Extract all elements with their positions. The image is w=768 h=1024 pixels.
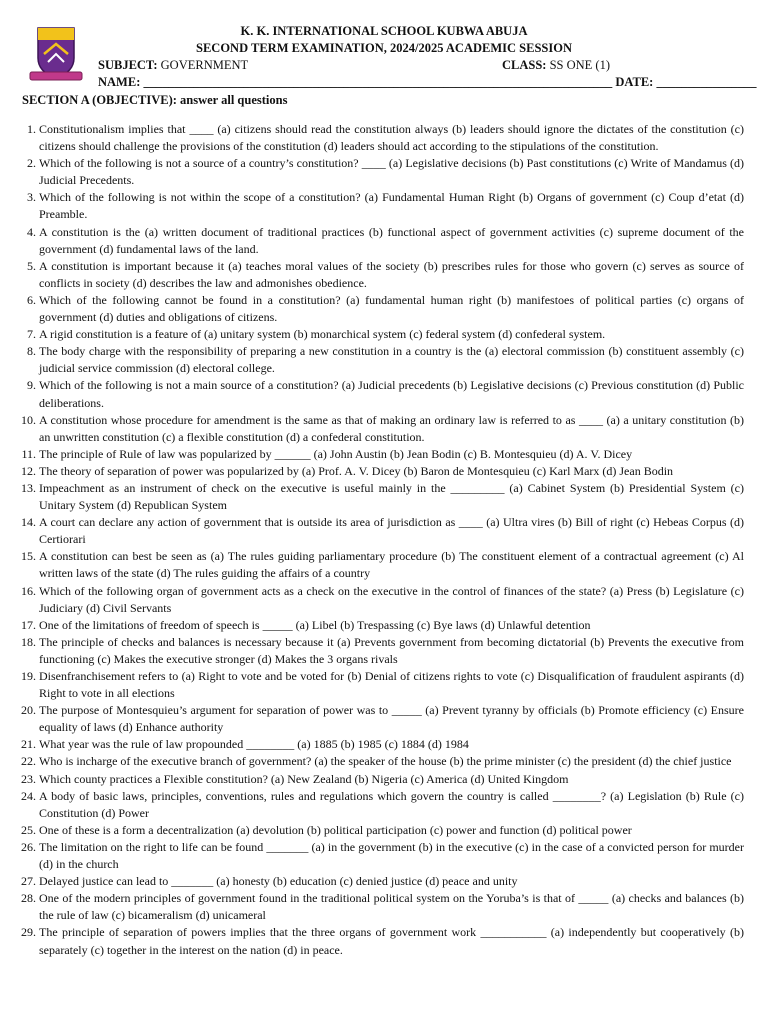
question-item bbox=[16, 514, 744, 548]
question-number: 22. bbox=[21, 754, 36, 769]
school-name: K. K. INTERNATIONAL SCHOOL KUBWA ABUJA bbox=[240, 24, 528, 38]
question-number: 17. bbox=[21, 617, 36, 632]
question-item bbox=[16, 412, 744, 446]
class-line bbox=[502, 57, 610, 73]
question-text: One of these is a form a decentralization (a) devolution (b) political participation (c) power and function (d) political power bbox=[39, 822, 632, 837]
question-text: Impeachment as an instrument of check on the executive is useful mainly in the _________ (a) Cabinet System (b) Presidential System (c) Unitary System (d) Republican System bbox=[39, 480, 744, 513]
question-number: 23. bbox=[21, 771, 36, 786]
question-text: A rigid constitution is a feature of (a) unitary system (b) monarchical system (c) federal system (d) confederal system. bbox=[39, 327, 606, 342]
question-text: One of the limitations of freedom of speech is _____ (a) Libel (b) Trespassing (c) Bye laws (d) Unlawful detention bbox=[39, 617, 591, 632]
question-number: 7. bbox=[27, 327, 36, 342]
question-text: The purpose of Montesquieu’s argument for separation of power was to _____ (a) Prevent tyranny by officials (b) Promote efficiency (c) Ensure equality of laws (d) Enhance authority bbox=[39, 703, 744, 735]
question-text: Which county practices a Flexible constitution? (a) New Zealand (b) Nigeria (c) America (d) United Kingdom bbox=[39, 771, 569, 786]
question-number: 11. bbox=[21, 446, 36, 461]
class-value: SS ONE (1) bbox=[549, 58, 611, 72]
question-item bbox=[16, 771, 744, 788]
question-text: Disenfranchisement refers to (a) Right to vote and be voted for (b) Denial of citizens rights to vote (c) Disqualification of fraudulent aspirants (d) Right to vote in all elections bbox=[39, 669, 744, 701]
question-item bbox=[16, 753, 744, 770]
question-number: 19. bbox=[21, 669, 36, 683]
question-text: A constitution is important because it (a) teaches moral values of the society (b) prescribes rules for those who govern (c) serves as source of conflicts in society (d) describes the law and admonishes obedience. bbox=[39, 258, 744, 290]
question-number: 24. bbox=[21, 788, 36, 803]
question-item bbox=[16, 326, 744, 343]
question-text: Which of the following is not within the scope of a constitution? (a) Fundamental Human Right (b) Organs of government (c) Coup d’etat (d) Preamble. bbox=[39, 190, 744, 222]
question-number: 10. bbox=[21, 412, 36, 427]
question-number: 27. bbox=[21, 874, 36, 889]
question-item bbox=[16, 822, 744, 839]
question-text: A court can declare any action of government that is outside its area of jurisdiction as ____ (a) Ultra vires (b) Bill of right (c) Hebeas Corpus (d) Certiorari bbox=[39, 515, 744, 547]
question-item bbox=[16, 343, 744, 377]
question-item bbox=[16, 634, 744, 668]
subject-value: GOVERNMENT bbox=[160, 58, 249, 72]
question-text: Constitutionalism implies that ____ (a) citizens should read the constitution always (b) leaders should ignore the dictates of the constitution (c) citizens should challenge the provisions of the constitution (d) leaders should act according to the stipulations of the constitution. bbox=[39, 122, 744, 154]
question-text: One of the modern principles of government found in the traditional political system on the Yoruba’s is that of _____ (a) checks and balances (b) the rule of law (c) bicameralism (d) unicameral bbox=[39, 891, 744, 923]
question-number: 21. bbox=[21, 737, 36, 752]
question-number: 9. bbox=[27, 378, 36, 393]
question-item bbox=[16, 155, 744, 189]
question-number: 29. bbox=[21, 925, 36, 940]
question-number: 26. bbox=[21, 839, 36, 854]
question-text: Which of the following organ of government acts as a check on the executive in the control of finances of the state? (a) Press (b) Legislature (c) Judiciary (d) Civil Servants bbox=[39, 583, 744, 615]
question-number: 2. bbox=[27, 156, 36, 171]
question-item bbox=[16, 924, 744, 958]
question-text: A constitution is the (a) written document of traditional practices (b) functional aspect of government activities (c) supreme document of the government (d) fundamental laws of the land. bbox=[39, 224, 744, 256]
question-item bbox=[16, 121, 744, 155]
question-item bbox=[16, 292, 744, 326]
question-item bbox=[16, 890, 744, 924]
question-text: The principle of separation of powers implies that the three organs of government work ___________ (a) independently but cooperatively (b) separately (c) together in the interest on the nation (d) in peace. bbox=[39, 925, 744, 957]
question-text: Which of the following cannot be found in a constitution? (a) fundamental human right (b) manifestoes of political parties (c) organs of government (d) duties and obligations of citizens. bbox=[39, 292, 744, 325]
question-number: 14. bbox=[21, 515, 36, 530]
name-date-line: NAME: ___________________________________________________________________________ DATE: ________________ bbox=[98, 75, 757, 89]
question-item bbox=[16, 702, 744, 736]
question-number: 4. bbox=[27, 224, 36, 239]
question-text: A constitution whose procedure for amendment is the same as that of making an ordinary law is referred to as ____ (a) a unitary constitution (b) an unwritten constitution (c) a flexible constitution (d) a confederal constitution. bbox=[39, 412, 744, 444]
question-text: Which of the following is not a source of a country’s constitution? ____ (a) Legislative decisions (b) Past constitutions (c) Write of Mandamus (d) Judicial Precedents. bbox=[39, 156, 744, 188]
question-number: 8. bbox=[27, 344, 36, 359]
question-item bbox=[16, 258, 744, 292]
question-item bbox=[16, 548, 744, 582]
question-item bbox=[16, 736, 744, 753]
question-item bbox=[16, 788, 744, 822]
question-number: 20. bbox=[21, 703, 36, 718]
question-number: 3. bbox=[27, 190, 36, 205]
question-item bbox=[16, 668, 744, 702]
question-item bbox=[16, 617, 744, 634]
question-text: Delayed justice can lead to _______ (a) honesty (b) education (c) denied justice (d) peace and unity bbox=[39, 874, 518, 889]
question-text: The principle of checks and balances is necessary because it (a) Prevents government from becoming dictatorial (b) Prevents the executive from functioning (c) Makes the executive stronger (d) Makes the 3 organs rivals bbox=[39, 634, 744, 666]
question-number: 6. bbox=[27, 292, 36, 307]
section-title: SECTION A (OBJECTIVE): answer all questions bbox=[22, 93, 288, 107]
question-number: 12. bbox=[21, 463, 36, 478]
question-text: The limitation on the right to life can be found _______ (a) in the government (b) in the executive (c) in the case of a convicted person for murder (d) in the church bbox=[39, 839, 744, 872]
question-text: The theory of separation of power was popularized by (a) Prof. A. V. Dicey (b) Baron de Montesquieu (c) Karl Marx (d) Jean Bodin bbox=[39, 463, 674, 478]
class-label: CLASS: bbox=[502, 58, 547, 72]
subject-label: SUBJECT: bbox=[98, 58, 158, 72]
question-number: 25. bbox=[21, 822, 36, 837]
subject-line bbox=[98, 57, 248, 73]
question-text: A constitution can best be seen as (a) The rules guiding parliamentary procedure (b) The constituent element of a contractual agreement (c) Al written laws of the state (d) The rules guiding the affairs of a country bbox=[39, 549, 744, 581]
question-text: Which of the following is not a main source of a constitution? (a) Judicial precedents (b) Legislative decisions (c) Previous constitution (d) Public deliberations. bbox=[39, 378, 744, 410]
question-number: 13. bbox=[21, 480, 36, 495]
question-item bbox=[16, 839, 744, 873]
question-list bbox=[16, 121, 744, 959]
question-item bbox=[16, 873, 744, 890]
question-text: The body charge with the responsibility of preparing a new constitution in a country is the (a) electoral commission (b) constituent assembly (c) judicial service commission (d) electoral college. bbox=[39, 344, 744, 376]
question-item bbox=[16, 583, 744, 617]
question-number: 5. bbox=[27, 258, 36, 273]
question-text: Who is incharge of the executive branch of government? (a) the speaker of the house (b) the prime minister (c) the president (d) the chief justice bbox=[39, 754, 732, 769]
question-number: 18. bbox=[21, 634, 36, 649]
question-number: 28. bbox=[21, 891, 36, 906]
question-text: A body of basic laws, principles, conventions, rules and regulations which govern the country is called ________? (a) Legislation (b) Rule (c) Constitution (d) Power bbox=[39, 788, 744, 820]
question-item bbox=[16, 189, 744, 223]
question-item bbox=[16, 446, 744, 463]
question-item bbox=[16, 463, 744, 480]
question-item bbox=[16, 480, 744, 514]
question-text: What year was the rule of law propounded ________ (a) 1885 (b) 1985 (c) 1884 (d) 1984 bbox=[39, 737, 469, 752]
question-number: 15. bbox=[21, 549, 36, 564]
exam-title: SECOND TERM EXAMINATION, 2024/2025 ACADEMIC SESSION bbox=[196, 41, 572, 55]
question-text: The principle of Rule of law was popularized by ______ (a) John Austin (b) Jean Bodin (c) B. Montesquieu (d) A. V. Dicey bbox=[39, 446, 633, 461]
question-item bbox=[16, 377, 744, 411]
question-number: 1. bbox=[27, 122, 36, 136]
question-item bbox=[16, 224, 744, 258]
question-number: 16. bbox=[21, 583, 36, 598]
